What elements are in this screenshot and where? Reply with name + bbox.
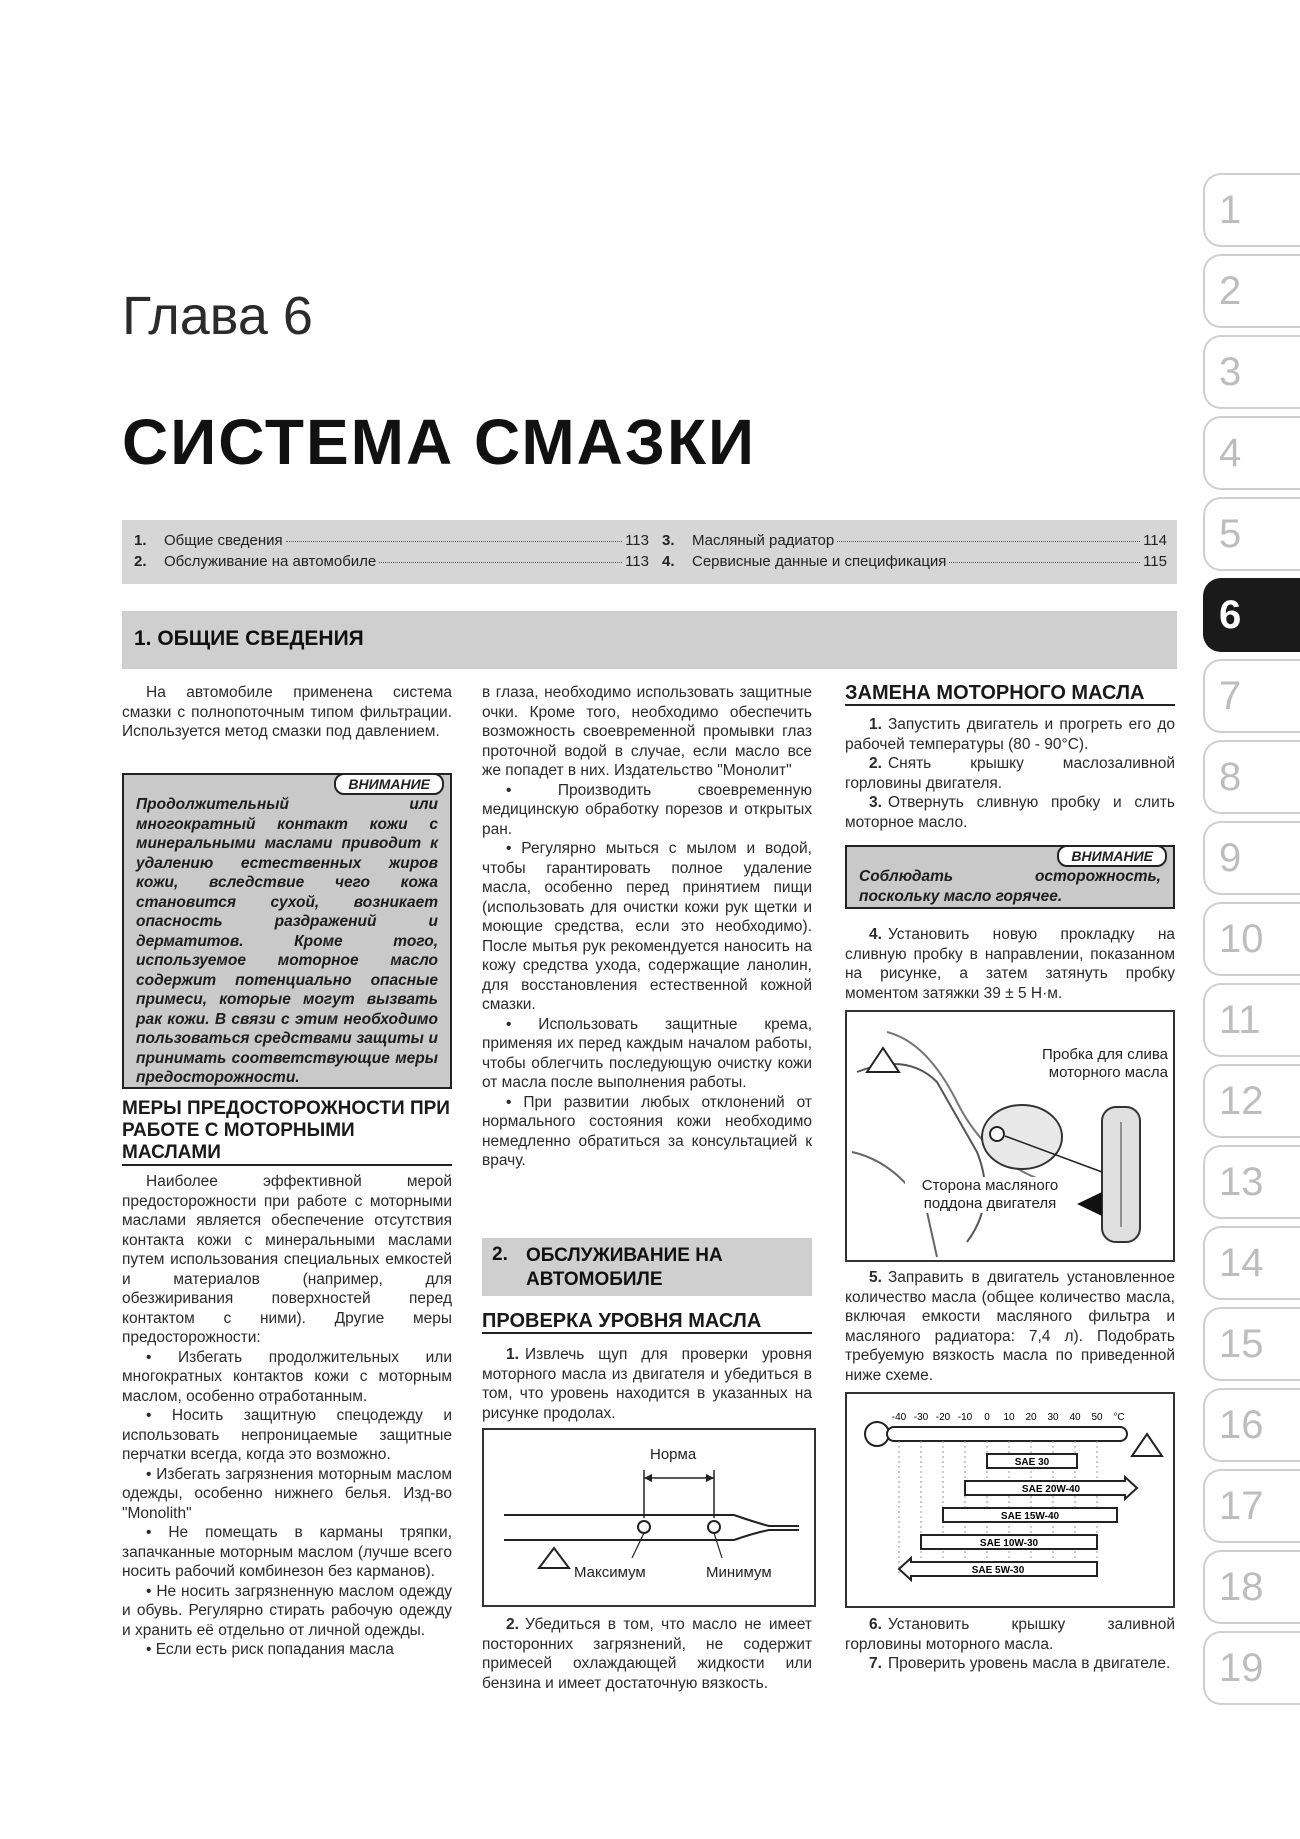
max-label: Максимум xyxy=(574,1564,646,1581)
min-label: Минимум xyxy=(706,1564,772,1581)
column-3-steps-end xyxy=(845,1615,1175,1674)
toc-leader xyxy=(286,541,622,542)
drain-plug-figure xyxy=(845,1010,1175,1262)
chapter-tab-label: 14 xyxy=(1219,1241,1264,1285)
list-item: • Избегать загрязнения моторным маслом одежды, особенно нижнего белья. Изд-во "Monolith" xyxy=(122,1465,452,1522)
drain-plug-label: Пробка для слива моторного масла xyxy=(1023,1046,1168,1082)
chapter-tab-8[interactable] xyxy=(1203,740,1300,814)
section-heading-bar xyxy=(122,611,1177,669)
subsection-heading: ЗАМЕНА МОТОРНОГО МАСЛА xyxy=(845,682,1175,706)
chapter-tab-label: 11 xyxy=(1219,998,1261,1042)
chapter-tab-label: 12 xyxy=(1219,1079,1264,1123)
toc-page: 113 xyxy=(625,553,649,570)
chapter-tab-label: 3 xyxy=(1219,350,1242,394)
column-2-step xyxy=(482,1615,812,1693)
toc-item[interactable] xyxy=(134,553,649,570)
list-item: • Не носить загрязненную маслом одежду и обувь. Регулярно стирать рабочую одежду и хранить её отдельно от личной одежды. xyxy=(122,1582,452,1639)
step-text: Запустить двигатель и прогреть его до рабочей температуры (80 - 90°С). xyxy=(845,716,1175,753)
scale-tick-label: -40 xyxy=(891,1412,907,1423)
scale-tick-label: °C xyxy=(1113,1412,1125,1423)
toc-leader xyxy=(837,541,1140,542)
step-number: 6. xyxy=(869,1616,882,1633)
scale-tick-label: -30 xyxy=(913,1412,929,1423)
logo-icon xyxy=(539,1548,569,1568)
section-title: ОБСЛУЖИВАНИЕ НА АВТОМОБИЛЕ xyxy=(526,1245,723,1290)
chapter-tab-label: 10 xyxy=(1219,917,1264,961)
list-item: • Избегать продолжительных или многократных контактов кожи с моторным маслом, особенно отработанным. xyxy=(122,1348,452,1405)
column-3-step xyxy=(845,925,1175,1003)
step-text: Заправить в двигатель установленное количество масла (общее количество масла, включая емкости масляного фильтра и масляного радиатора: 7,4 л). Подобрать требуемую вязкость масла по приведенной ниже схеме. xyxy=(845,1269,1175,1384)
toc-page: 114 xyxy=(1143,532,1167,549)
column-1-body xyxy=(122,1172,452,1660)
list-item: • При развитии любых отклонений от нормального состояния кожи необходимо немедленно обратиться за консультацией к врачу. xyxy=(482,1093,812,1169)
chapter-tab-16[interactable] xyxy=(1203,1388,1300,1462)
column-2-step xyxy=(482,1345,812,1423)
step-text: Установить новую прокладку на сливную пробку в направлении, показанном на рисунке, а затем затянуть пробку моментом затяжки 39 ± 5 Н·м. xyxy=(845,926,1175,1002)
chapter-tab-7[interactable] xyxy=(1203,659,1300,733)
toc-title: Масляный радиатор xyxy=(692,532,835,549)
warning-text: Продолжительный или многократный контакт кожи с минеральными маслами приводит к удалению естественных жиров кожи, вследствие чего кожа становится сухой, возникает опасность раздражений и дерматитов. Кроме того, используемое моторное масло содержит потенциально опасные примеси, которые могут вызвать рак кожи. В связи с этим необходимо пользоваться средствами защиты и принимать соответствующие меры предосторожности. xyxy=(136,796,438,1086)
chapter-tab-label: 16 xyxy=(1219,1403,1264,1447)
thermometer-bulb-icon xyxy=(865,1422,889,1446)
chapter-tab-label: 9 xyxy=(1219,836,1242,880)
sae-grade-bar xyxy=(921,1535,1097,1549)
chapter-tab-4[interactable] xyxy=(1203,416,1300,490)
step-number: 1. xyxy=(506,1346,519,1363)
chapter-tab-label: 19 xyxy=(1219,1646,1264,1690)
chapter-tab-18[interactable] xyxy=(1203,1550,1300,1624)
dipstick-figure xyxy=(482,1428,816,1607)
list-item: • Не помещать в карманы тряпки, запачканные моторным маслом (лучше всего носить рабочий комбинезон без карманов). xyxy=(122,1524,452,1580)
chapter-tab-15[interactable] xyxy=(1203,1307,1300,1381)
column-1 xyxy=(122,683,452,742)
sae-grade-bar xyxy=(899,1558,1097,1580)
step-text: Проверить уровень масла в двигателе. xyxy=(887,1655,1171,1672)
column-3-steps xyxy=(845,715,1175,832)
toc-number: 1. xyxy=(134,532,147,549)
norma-label: Норма xyxy=(650,1446,697,1463)
chapter-tab-5[interactable] xyxy=(1203,497,1300,571)
warning-box xyxy=(845,845,1175,909)
step-number: 5. xyxy=(869,1269,882,1286)
paragraph: Наиболее эффективной мерой предосторожности при работе с моторными маслами является обеспечение отсутствия контакта кожи с минеральными маслами путем использования специальных емкостей и материалов (например, для обезжиривания поверхностей перед контактом с ними). Другие меры предосторожности: xyxy=(122,1173,452,1346)
chapter-tab-13[interactable] xyxy=(1203,1145,1300,1219)
step-text: Извлечь щуп для проверки уровня моторного масла из двигателя и убедиться в том, что уровень находится в указанных на рисунке продолах. xyxy=(482,1346,812,1422)
chapter-tab-label: 18 xyxy=(1219,1565,1264,1609)
chapter-tab-11[interactable] xyxy=(1203,983,1300,1057)
scale-tick-label: -20 xyxy=(935,1412,951,1423)
chapter-tab-2[interactable] xyxy=(1203,254,1300,328)
table-of-contents xyxy=(122,520,1177,584)
toc-item[interactable] xyxy=(134,532,649,549)
scale-tick-label: 50 xyxy=(1091,1412,1103,1423)
scale-tick-label: 30 xyxy=(1047,1412,1059,1423)
section-heading-bar xyxy=(482,1238,812,1296)
toc-number: 3. xyxy=(662,532,675,549)
step-text: Установить крышку заливной горловины моторного масла. xyxy=(845,1616,1175,1653)
list-item: • Производить своевременную медицинскую обработку порезов и открытых ран. xyxy=(482,781,812,838)
warning-label: ВНИМАНИЕ xyxy=(334,773,444,795)
toc-title: Сервисные данные и спецификация xyxy=(692,553,947,570)
step-text: Отвернуть сливную пробку и слить моторное масло. xyxy=(845,794,1175,831)
oil-pan-label: Сторона масляного поддона двигателя xyxy=(905,1177,1075,1213)
warning-box xyxy=(122,773,452,1089)
chapter-tab-label: 13 xyxy=(1219,1160,1264,1204)
chapter-tab-label: 4 xyxy=(1219,431,1242,475)
chapter-tab-label: 6 xyxy=(1219,593,1242,637)
toc-number: 2. xyxy=(134,553,147,570)
list-item: • Если есть риск попадания масла xyxy=(146,1641,394,1658)
scale-tick-label: -10 xyxy=(957,1412,973,1423)
chapter-tab-6[interactable] xyxy=(1203,578,1300,652)
toc-item[interactable] xyxy=(662,553,1167,570)
chapter-tab-label: 15 xyxy=(1219,1322,1264,1366)
sae-grade-label: SAE 30 xyxy=(1014,1457,1050,1468)
chapter-tab-17[interactable] xyxy=(1203,1469,1300,1543)
toc-title: Общие сведения xyxy=(164,532,283,549)
column-3-step xyxy=(845,1268,1175,1385)
subsection-heading: ПРОВЕРКА УРОВНЯ МАСЛА xyxy=(482,1310,812,1334)
chapter-label: Глава 6 xyxy=(122,286,313,346)
chapter-tab-12[interactable] xyxy=(1203,1064,1300,1138)
step-text: Убедиться в том, что масло не имеет посторонних загрязнений, не содержит примесей охлаждающей жидкости или бензина и имеет достаточную вязкость. xyxy=(482,1616,812,1692)
step-number: 2. xyxy=(506,1616,519,1633)
chapter-tab-label: 7 xyxy=(1219,674,1242,718)
toc-leader xyxy=(379,562,622,563)
logo-icon xyxy=(1132,1434,1162,1456)
step-number: 1. xyxy=(869,716,882,733)
list-item: • Регулярно мыться с мылом и водой, чтобы гарантировать полное удаление масла, особенно перед принятием пищи (использовать для очистки кожи рук щетки и моющие средства, если это необходимо). После мытья рук рекомендуется наносить на кожу средства ухода, содержащие ланолин, для восстановления естественной кожной смазки. xyxy=(482,840,812,1013)
list-item: • Носить защитную спецодежду и использовать непроницаемые защитные перчатки всегда, когда это возможно. xyxy=(122,1407,452,1463)
scale-tick-label: 10 xyxy=(1003,1412,1015,1423)
viscosity-diagram xyxy=(847,1394,1173,1606)
warning-label: ВНИМАНИЕ xyxy=(1057,845,1167,867)
step-number: 2. xyxy=(869,755,882,772)
scale-tick-label: 40 xyxy=(1069,1412,1081,1423)
toc-title: Обслуживание на автомобиле xyxy=(164,553,377,570)
toc-page: 113 xyxy=(625,532,649,549)
chapter-tab-9[interactable] xyxy=(1203,821,1300,895)
chapter-title: СИСТЕМА СМАЗКИ xyxy=(122,406,756,478)
list-item: • Использовать защитные крема, применяя их перед каждым началом работы, чтобы облегчить последующую очистку кожи от масла после выполнения работы. xyxy=(482,1015,812,1091)
sae-grade-label: SAE 5W-30 xyxy=(971,1565,1025,1576)
toc-item[interactable] xyxy=(662,532,1167,549)
chapter-tab-1[interactable] xyxy=(1203,173,1300,247)
chapter-tab-label: 8 xyxy=(1219,755,1242,799)
warning-text: Соблюдать осторожность, поскольку масло горячее. xyxy=(859,868,1161,905)
section-number: 2. xyxy=(492,1244,508,1265)
toc-page: 115 xyxy=(1143,553,1167,570)
sae-grade-bar xyxy=(987,1454,1077,1468)
chapter-tab-3[interactable] xyxy=(1203,335,1300,409)
chapter-tab-label: 1 xyxy=(1219,188,1242,232)
section-title: 1. ОБЩИЕ СВЕДЕНИЯ xyxy=(134,627,364,650)
chapter-tab-label: 2 xyxy=(1219,269,1242,313)
step-number: 7. xyxy=(869,1655,882,1672)
chapter-tab-10[interactable] xyxy=(1203,902,1300,976)
scale-tick-label: 0 xyxy=(984,1412,990,1423)
logo-icon xyxy=(867,1048,899,1072)
column-2 xyxy=(482,683,812,1171)
toc-leader xyxy=(949,562,1140,563)
paragraph: в глаза, необходимо использовать защитные очки. Кроме того, необходимо обеспечить возможность своевременной промывки глаз проточной водой в случае, если масло все же попадет в них. Издательство "Монолит" xyxy=(482,684,812,779)
toc-number: 4. xyxy=(662,553,675,570)
chapter-tab-label: 5 xyxy=(1219,512,1242,556)
intro-paragraph: На автомобиле применена система смазки с полнопоточным типом фильтрации. Используется метод смазки под давлением. xyxy=(122,684,452,740)
chapter-tab-label: 17 xyxy=(1219,1484,1264,1528)
step-number: 4. xyxy=(869,926,882,943)
step-text: Снять крышку маслозаливной горловины двигателя. xyxy=(845,755,1175,792)
subsection-heading: МЕРЫ ПРЕДОСТОРОЖНОСТИ ПРИ РАБОТЕ С МОТОРНЫМИ МАСЛАМИ xyxy=(122,1098,452,1166)
scale-tick-label: 20 xyxy=(1025,1412,1037,1423)
thermometer-tube xyxy=(887,1427,1127,1441)
sae-grade-label: SAE 10W-30 xyxy=(979,1538,1039,1549)
sae-grade-label: SAE 15W-40 xyxy=(1000,1511,1060,1522)
chapter-tab-19[interactable] xyxy=(1203,1631,1300,1705)
chapter-tab-14[interactable] xyxy=(1203,1226,1300,1300)
sae-grade-bar xyxy=(943,1508,1117,1522)
sae-grade-label: SAE 20W-40 xyxy=(1021,1484,1081,1495)
step-number: 3. xyxy=(869,794,882,811)
sae-viscosity-chart xyxy=(845,1392,1175,1608)
sae-grade-bar xyxy=(965,1477,1137,1499)
